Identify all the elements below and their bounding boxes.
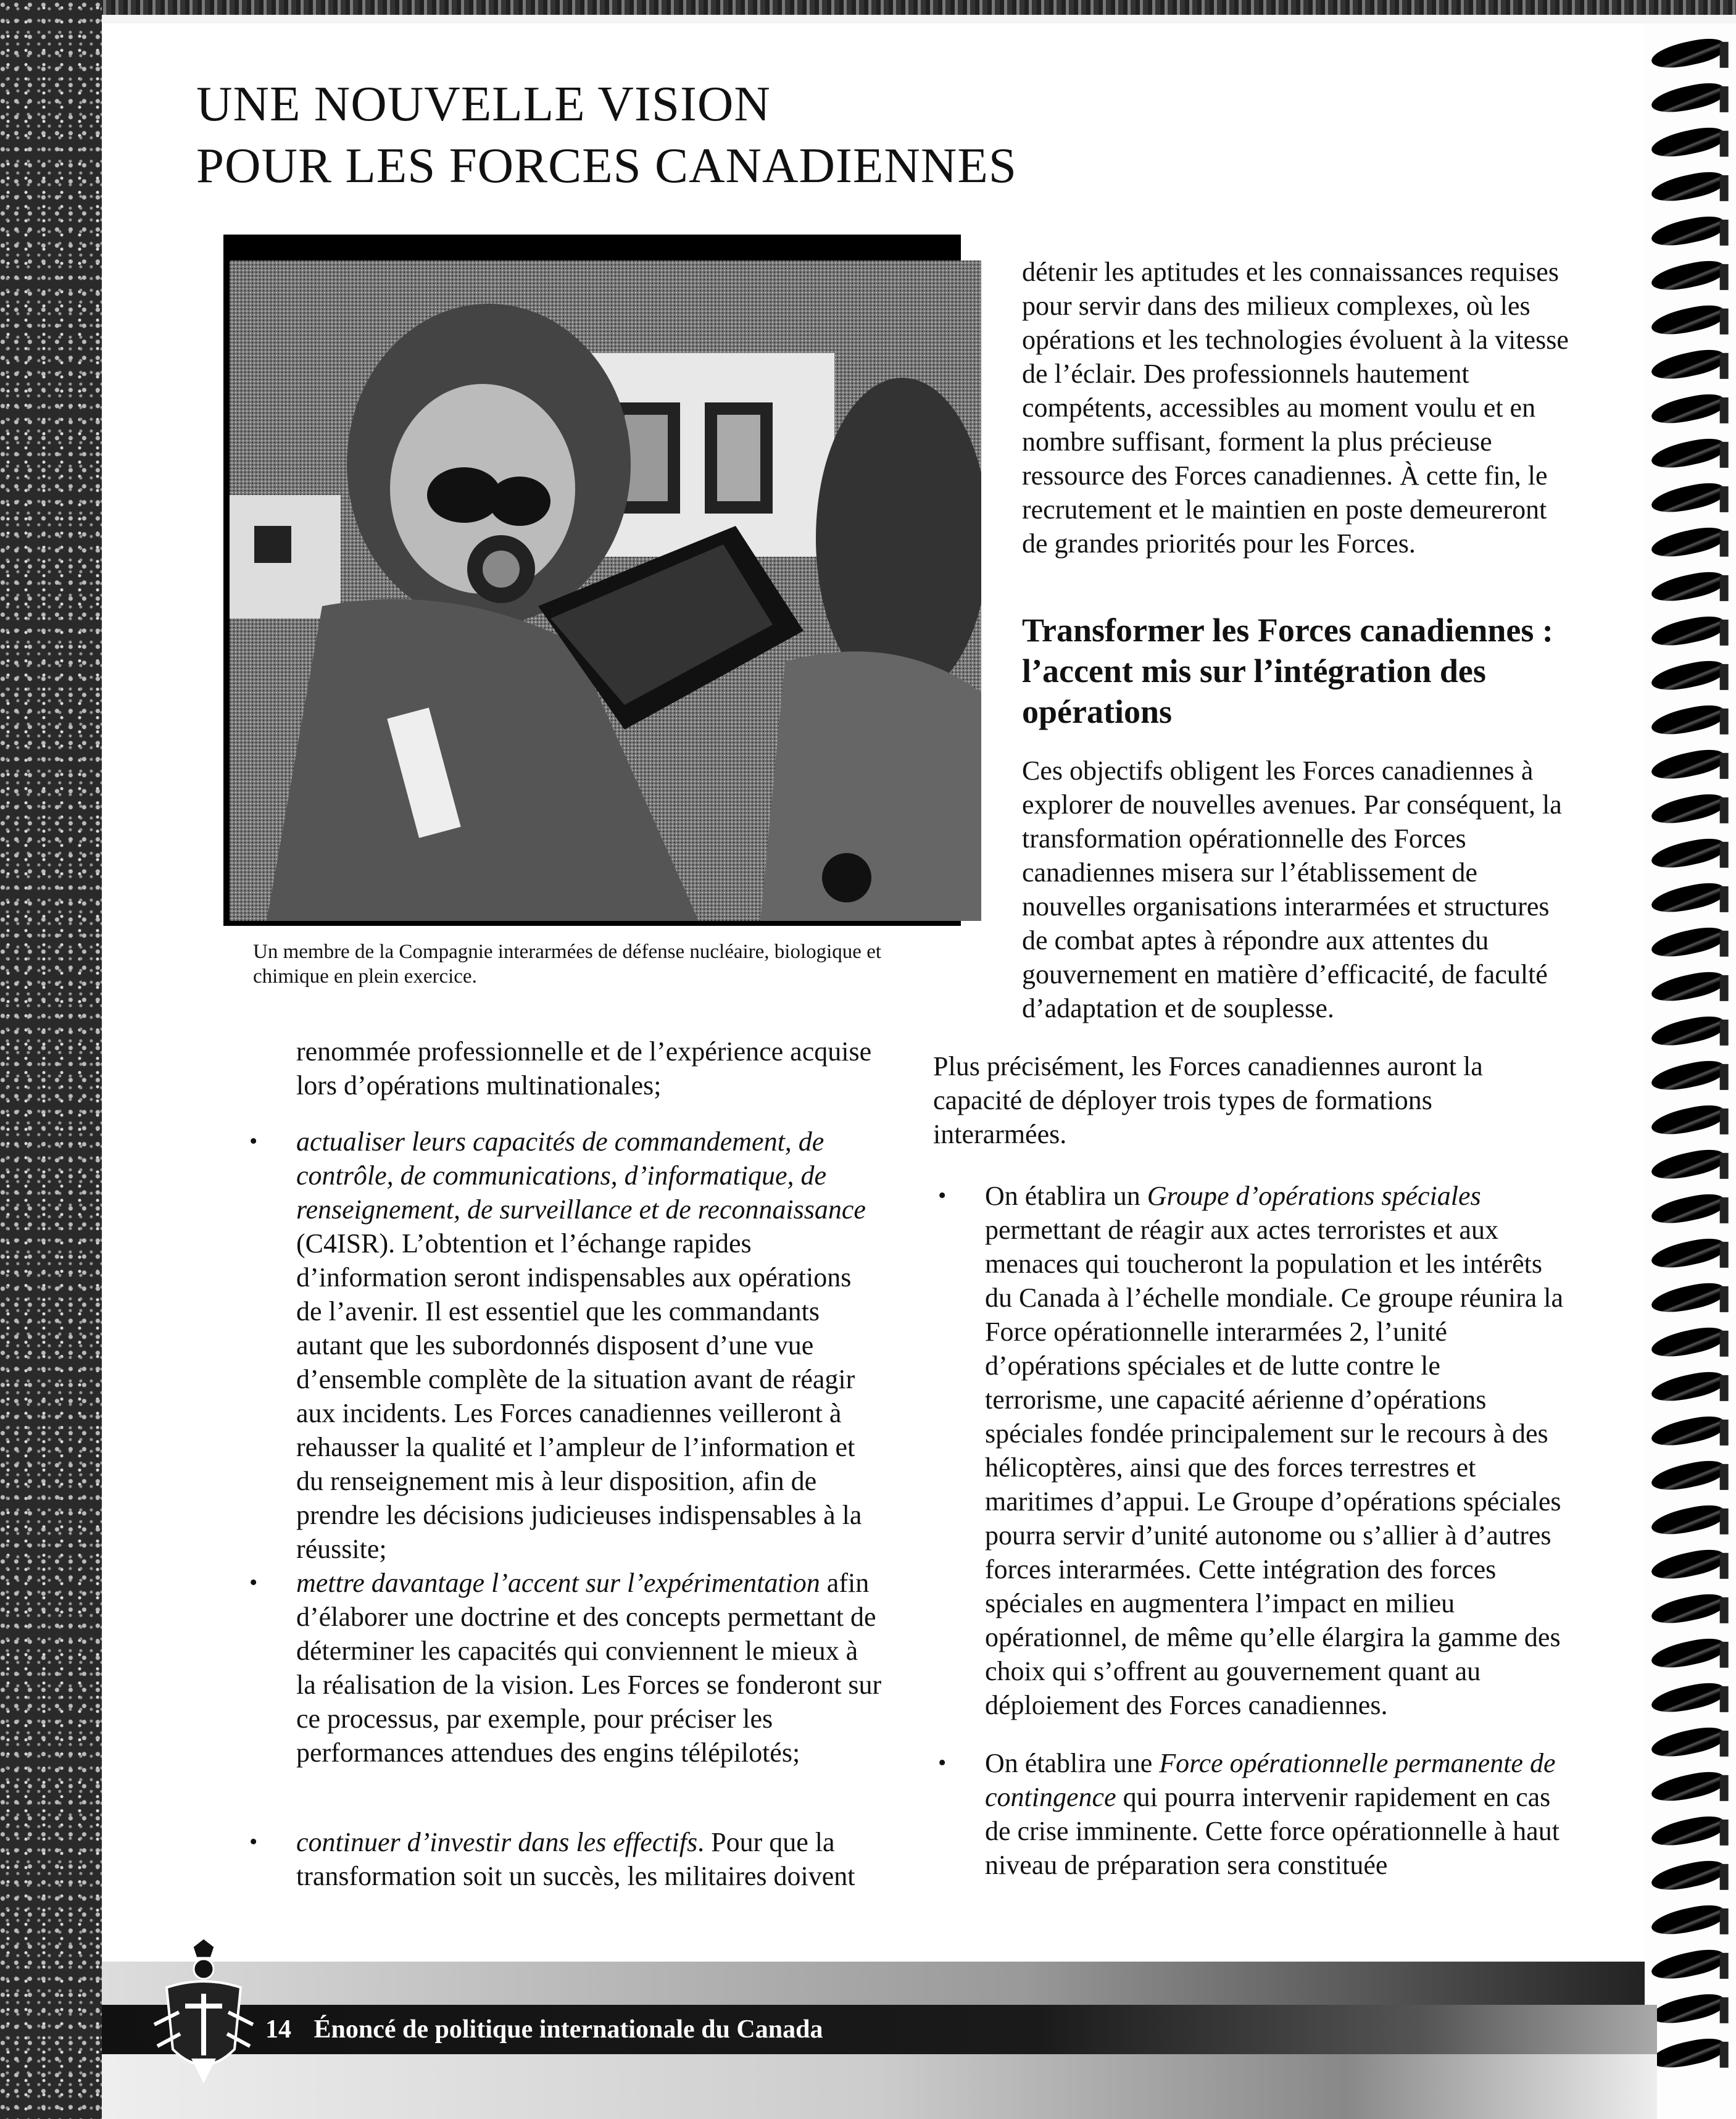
spiral-coil	[1649, 1279, 1726, 1317]
right-bullet-2-lead: On établira une	[985, 1748, 1160, 1778]
spiral-coil	[1649, 1679, 1726, 1717]
bullet-dot: •	[938, 1750, 947, 1776]
footer-text	[265, 2011, 823, 2048]
spiral-coil	[1649, 835, 1726, 873]
left-bullet-2-italic: mettre davantage l’accent sur l’expérimentation	[296, 1568, 820, 1598]
photo-illustration	[230, 260, 981, 921]
left-bullet-experimentation	[249, 1566, 883, 1770]
spiral-coil	[1649, 923, 1726, 962]
spiral-coil	[1649, 1857, 1726, 1895]
bullet-dot: •	[249, 1570, 258, 1596]
footer-gradient-strip	[102, 1962, 1645, 2005]
spiral-coil	[1649, 1946, 1726, 1984]
left-bullet-3-italic: continuer d’investir dans les effectifs	[296, 1827, 698, 1857]
bullet-dot: •	[249, 1829, 258, 1855]
canadian-forces-crest-icon	[142, 1932, 265, 2092]
spiral-coil	[1649, 123, 1726, 162]
spiral-coil	[1649, 657, 1726, 695]
left-bullet-1-italic: actualiser leurs capacités de commandement, de contrôle, de communications, d’informatique, de renseignement, de surveillance et de reconnaissance	[296, 1126, 866, 1225]
spiral-coil	[1649, 879, 1726, 917]
section-heading: Transformer les Forces canadiennes : l’accent mis sur l’intégration des opérations	[1022, 612, 1553, 730]
spiral-coil	[1649, 1768, 1726, 1806]
right-bullet-2-italic: Force opérationnelle permanente de contingence	[985, 1748, 1556, 1812]
right-bullet-1-lead: On établira un	[985, 1181, 1147, 1211]
spiral-coil	[1649, 1012, 1726, 1051]
spiral-coil	[1649, 1990, 1726, 2028]
right-bullet-contingency-force	[938, 1746, 1565, 1882]
spiral-coil	[1649, 1590, 1726, 1628]
spiral-coil	[1649, 1368, 1726, 1406]
right-bullet-1-text: permettant de réagir aux actes terroristes et aux menaces qui toucheront la population et les intérêts du Canada à l’échelle mondiale. Ce groupe réunira la Force opérationnelle interarmées 2, l’unité d’opérations spéciales et de lutte contre le terrorisme, une capacité aérienne d’opérations spéciales fondée principalement sur le recours à des hélicoptères, ainsi que des forces terrestres et maritimes d’appui. Le Groupe d’opérations spéciales pourra servir d’unité autonome ou s’allier à d’autres forces interarmées. Cette intégration des forces spéciales en augmentera l’impact en milieu opérationnel, de même qu’elle élargira la gamme des choix qui s’offrent au gouvernement quant au déploiement des Forces canadiennes.	[985, 1215, 1564, 1720]
spiral-coil	[1649, 1412, 1726, 1451]
spiral-coil	[1649, 1234, 1726, 1273]
page-title-line-2: POUR LES FORCES CANADIENNES	[196, 138, 1017, 193]
spiral-coil	[1649, 1457, 1726, 1495]
spiral-binding	[1643, 23, 1736, 2119]
spiral-coil	[1649, 168, 1726, 206]
section-paragraph: Ces objectifs obligent les Forces canadiennes à explorer de nouvelles avenues. Par conséquent, la transformation opérationnelle des Forces canadiennes misera sur l’établissement de nouvelles organisations interarmées et structures de combat aptes à répondre aux attentes du gouvernement en matière d’efficacité, de faculté d’adaptation et de souplesse.	[1022, 756, 1562, 1023]
spiral-coil	[1649, 346, 1726, 384]
spiral-coil	[1649, 1546, 1726, 1584]
spiral-coil	[1649, 2034, 1726, 2073]
spiral-coil	[1649, 523, 1726, 562]
spiral-coil	[1649, 479, 1726, 517]
scan-top-edge	[0, 0, 1736, 23]
spiral-coil	[1649, 390, 1726, 428]
footer-bottom-strip	[102, 2054, 1657, 2119]
page-title-line-1: UNE NOUVELLE VISION	[196, 76, 771, 131]
spiral-coil	[1649, 746, 1726, 784]
spiral-coil	[1649, 1323, 1726, 1362]
left-bullet-effectifs	[249, 1825, 883, 1893]
right-bullet-2-text: qui pourra intervenir rapidement en cas de crise imminente. Cette force opérationnelle à haut niveau de préparation sera constituée	[985, 1782, 1559, 1880]
spiral-coil	[1649, 701, 1726, 739]
spiral-coil	[1649, 1101, 1726, 1139]
formations-paragraph: Plus précisément, les Forces canadiennes auront la capacité de déployer trois types de formations interarmées.	[933, 1051, 1483, 1149]
page-title	[196, 73, 1245, 196]
bullet-dot: •	[249, 1128, 258, 1154]
photo-gas-mask-soldier	[230, 260, 981, 921]
right-bullet-1-italic: Groupe d’opérations spéciales	[1147, 1181, 1481, 1211]
spiral-coil	[1649, 968, 1726, 1006]
scan-left-edge	[0, 0, 102, 2119]
spiral-coil	[1649, 1146, 1726, 1184]
right-bullet-special-operations	[938, 1179, 1565, 1722]
bullet-dot: •	[938, 1183, 947, 1209]
spiral-coil	[1649, 301, 1726, 339]
left-bullet-3-text: . Pour que la transformation soit un succès, les militaires doivent	[296, 1827, 855, 1891]
spiral-coil	[1649, 1723, 1726, 1762]
spiral-coil	[1649, 1057, 1726, 1095]
spiral-coil	[1649, 1190, 1726, 1228]
spiral-coil	[1649, 79, 1726, 117]
left-bullet-1-text: (C4ISR). L’obtention et l’échange rapides d’information seront indispensables aux opérations de l’avenir. Il est essentiel que les commandants autant que les subordonnés disposent d’une vue d’ensemble complète de la situation avant de réagir aux incidents. Les Forces canadiennes veilleront à rehausser la qualité et l’ampleur de l’information et du renseignement mis à leur disposition, afin de prendre les décisions judicieuses indispensables à la réussite;	[296, 1228, 862, 1564]
spiral-coil	[1649, 1634, 1726, 1673]
spiral-coil	[1649, 435, 1726, 473]
left-continuation-paragraph: renommée professionnelle et de l’expérience acquise lors d’opérations multinationales;	[296, 1036, 872, 1101]
spiral-coil	[1649, 1501, 1726, 1539]
page-number: 14	[265, 2015, 291, 2044]
left-bullet-2-text: afin d’élaborer une doctrine et des concepts permettant de déterminer les capacités qui conviennent le mieux à la réalisation de la vision. Les Forces se fonderont sur ce processus, par exemple, pour préciser les performances attendues des engins télépilotés;	[296, 1568, 882, 1768]
spiral-coil	[1649, 790, 1726, 828]
publication-title: Énoncé de politique internationale du Canada	[314, 2015, 823, 2044]
spiral-coil	[1649, 612, 1726, 651]
spiral-coil	[1649, 212, 1726, 251]
left-bullet-c4isr	[249, 1125, 883, 1566]
spiral-coil	[1649, 1901, 1726, 1939]
spiral-coil	[1649, 1812, 1726, 1850]
spiral-coil	[1649, 257, 1726, 295]
photo-caption: Un membre de la Compagnie interarmées de défense nucléaire, biologique et chimique en plein exercice.	[253, 941, 882, 988]
right-column-intro-paragraph: détenir les aptitudes et les connaissances requises pour servir dans des milieux complexes, où les opérations et les technologies évoluent à la vitesse de l’éclair. Des professionnels hautement compétents, accessibles au moment voulu et en nombre suffisant, forment la plus précieuse ressource des Forces canadiennes. À cette fin, le recrutement et le maintien en poste demeureront de grandes priorités pour les Forces.	[1022, 257, 1569, 559]
spiral-coil	[1649, 35, 1726, 73]
spiral-coil	[1649, 568, 1726, 606]
